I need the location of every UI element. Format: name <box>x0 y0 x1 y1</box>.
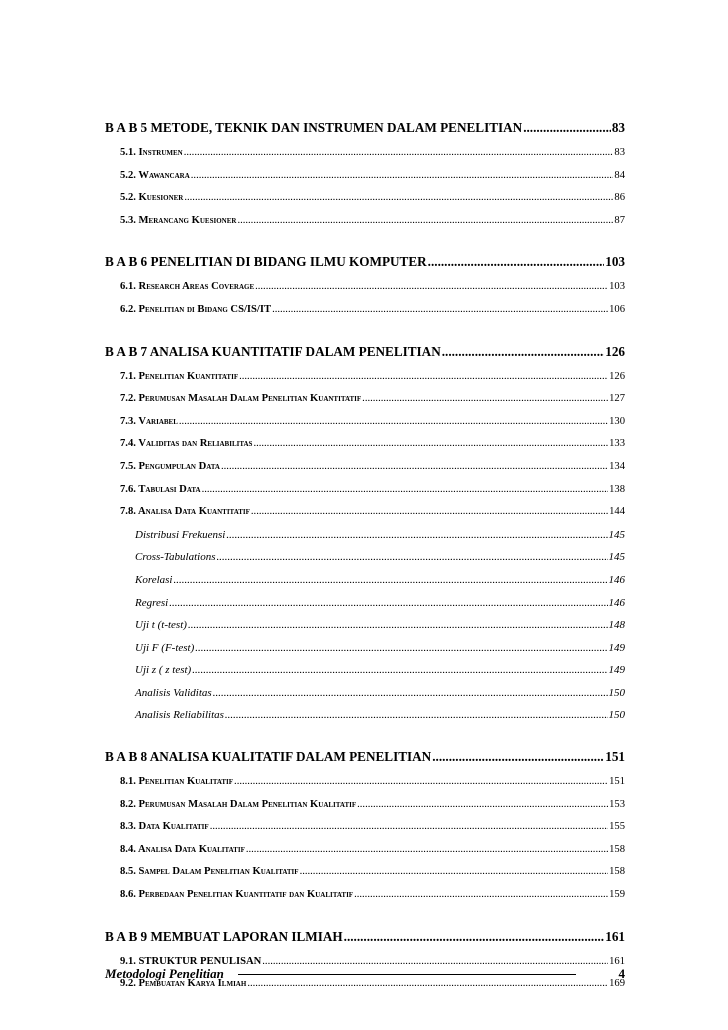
toc-page-number: 130 <box>609 415 625 427</box>
toc-page-number: 138 <box>609 483 625 495</box>
toc-page-number: 161 <box>609 955 625 967</box>
dot-leader <box>221 456 608 479</box>
dot-leader <box>217 546 608 569</box>
dot-leader <box>246 839 608 862</box>
toc-entry-title: B A B 5 METODE, TEKNIK DAN INSTRUMEN DALAM PENELITIAN <box>105 120 523 135</box>
toc-page-number: 103 <box>605 254 625 270</box>
toc-entry-title: 7.8. Analisa Data Kuantitatif <box>120 506 250 518</box>
toc-entry-title: 8.3. Data Kualitatif <box>120 821 209 833</box>
toc-page-number: 126 <box>605 343 625 359</box>
toc-entry-title: Uji z ( z test) <box>135 664 192 677</box>
toc-page-number: 86 <box>614 192 625 204</box>
toc-page-number: 126 <box>609 370 625 382</box>
dot-leader <box>344 923 605 951</box>
toc-section-entry[interactable] <box>105 433 625 456</box>
dot-leader <box>239 366 608 389</box>
dot-leader <box>192 659 607 682</box>
toc-entry-title: 6.2. Penelitian di Bidang CS/IS/IT <box>120 303 272 315</box>
toc-section-entry[interactable] <box>105 187 625 210</box>
dot-leader <box>184 187 613 210</box>
toc-entry-title: Uji F (F-test) <box>135 641 195 654</box>
toc-section-entry[interactable] <box>105 861 625 884</box>
dot-leader <box>174 569 608 592</box>
toc-section-entry[interactable] <box>105 839 625 862</box>
toc-entry-title: 7.1. Penelitian Kuantitatif <box>120 370 239 382</box>
toc-page-number: 145 <box>608 528 625 541</box>
page-number: 4 <box>618 966 625 981</box>
toc-page-number: 155 <box>609 821 625 833</box>
dot-leader <box>188 614 608 637</box>
toc-page-number: 83 <box>611 120 625 135</box>
toc-entry-title: 5.2. Wawancara <box>120 169 190 181</box>
toc-section-entry[interactable] <box>105 142 625 165</box>
toc-page-number: 148 <box>608 619 625 632</box>
dot-leader <box>195 637 607 660</box>
toc-section-entry[interactable] <box>105 299 625 322</box>
toc-subsection-entry[interactable] <box>105 569 625 592</box>
toc-page-number: 161 <box>605 928 625 944</box>
toc-subsection-entry[interactable] <box>105 592 625 615</box>
toc-entry-title: B A B 7 ANALISA KUANTITATIF DALAM PENELITIAN <box>105 343 441 359</box>
toc-page-number: 150 <box>608 686 625 699</box>
footer-rule <box>238 974 576 975</box>
dot-leader <box>191 165 614 188</box>
toc-section-entry[interactable] <box>105 456 625 479</box>
toc-page-number: 149 <box>608 641 625 654</box>
toc-entry-title: 9.2. Pembuatan Karya Ilmiah <box>120 978 247 990</box>
dot-leader <box>202 479 609 502</box>
toc-subsection-entry[interactable] <box>105 546 625 569</box>
dot-leader <box>210 816 608 839</box>
dot-leader <box>237 210 613 233</box>
toc-entry-title: 8.6. Perbedaan Penelitian Kuantitatif dan Kualitatif <box>120 889 354 901</box>
toc-entry-title: 5.3. Merancang Kuesioner <box>120 214 237 226</box>
dot-leader <box>184 142 614 165</box>
toc-section-entry[interactable] <box>105 794 625 817</box>
toc-page-number: 127 <box>609 393 625 405</box>
toc-chapter-entry[interactable] <box>105 338 625 366</box>
dot-leader <box>432 743 604 771</box>
toc-page-number: 153 <box>609 798 625 810</box>
toc-page-number: 151 <box>609 776 625 788</box>
toc-entry-title: Cross-Tabulations <box>135 551 216 564</box>
toc-page-number: 84 <box>614 169 625 181</box>
toc-page-number: 151 <box>605 749 625 765</box>
dot-leader <box>300 861 609 884</box>
toc-entry-title: B A B 6 PENELITIAN DI BIDANG ILMU KOMPUTER <box>105 254 427 270</box>
dot-leader <box>179 411 608 434</box>
toc-page-number: 106 <box>609 303 625 315</box>
dot-leader <box>226 524 607 547</box>
toc-entry-title: Analisis Validitas <box>135 686 212 699</box>
page-footer <box>105 962 625 986</box>
toc-subsection-entry[interactable] <box>105 704 625 727</box>
dot-leader <box>428 248 605 276</box>
toc-page-number: 103 <box>609 281 625 293</box>
toc-subsection-entry[interactable] <box>105 637 625 660</box>
toc-entry-title: B A B 8 ANALISA KUALITATIF DALAM PENELITIAN <box>105 749 432 765</box>
toc-entry-title: 7.4. Validitas dan Reliabilitas <box>120 438 253 450</box>
toc-subsection-entry[interactable] <box>105 524 625 547</box>
toc-chapter-entry[interactable] <box>105 248 625 276</box>
toc-section-entry[interactable] <box>105 366 625 389</box>
toc-page-number: 150 <box>608 709 625 722</box>
dot-leader <box>362 388 608 411</box>
toc-entry-title: 7.5. Pengumpulan Data <box>120 460 220 472</box>
dot-leader <box>213 682 608 705</box>
toc-entry-title: 5.1. Instrumen <box>120 147 183 158</box>
toc-subsection-entry[interactable] <box>105 659 625 682</box>
toc-entry-title: 7.3. Variabel <box>120 415 178 427</box>
toc-subsection-entry[interactable] <box>105 614 625 637</box>
toc-page-number: 149 <box>608 664 625 677</box>
toc-section-entry[interactable] <box>105 210 625 233</box>
dot-leader <box>253 433 608 456</box>
toc-page-number: 158 <box>609 866 625 878</box>
dot-leader <box>255 276 608 299</box>
toc-page-number: 144 <box>609 506 625 518</box>
toc-section-entry[interactable] <box>105 771 625 794</box>
dot-leader <box>523 114 611 142</box>
toc-page-number: 158 <box>609 843 625 855</box>
toc-page-number: 159 <box>609 889 625 901</box>
toc-section-entry[interactable] <box>105 884 625 907</box>
toc-section-entry[interactable] <box>105 388 625 411</box>
toc-entry-title: Regresi <box>135 596 169 609</box>
toc-chapter-entry[interactable] <box>105 743 625 771</box>
footer-title: Metodologi Penelitian <box>105 966 224 981</box>
toc-section-entry[interactable] <box>105 501 625 524</box>
table-of-contents <box>105 114 625 996</box>
dot-leader <box>272 299 608 322</box>
toc-page-number: 134 <box>609 460 625 472</box>
toc-section-entry[interactable] <box>105 816 625 839</box>
toc-chapter-entry[interactable] <box>105 114 625 142</box>
dot-leader <box>169 592 607 615</box>
toc-entry-title: 5.2. Kuesioner <box>120 192 184 204</box>
toc-entry-title: Uji t (t-test) <box>135 619 187 632</box>
toc-chapter-entry[interactable] <box>105 923 625 951</box>
toc-entry-title: 8.2. Perumusan Masalah Dalam Penelitian Kualitatif <box>120 798 357 810</box>
dot-leader <box>234 771 608 794</box>
toc-entry-title: 6.1. Research Areas Coverage <box>120 281 255 293</box>
toc-page-number: 145 <box>608 551 625 564</box>
toc-page-number: 146 <box>608 596 625 609</box>
dot-leader <box>357 794 608 817</box>
toc-page-number: 133 <box>609 438 625 450</box>
toc-entry-title: 8.5. Sampel Dalam Penelitian Kualitatif <box>120 866 299 878</box>
toc-page-number: 169 <box>609 978 625 990</box>
toc-entry-title: 8.1. Penelitian Kualitatif <box>120 776 234 788</box>
toc-entry-title: 7.6. Tabulasi Data <box>120 483 201 495</box>
toc-entry-title: Analisis Reliabilitas <box>135 709 224 722</box>
toc-entry-title: Distribusi Frekuensi <box>135 528 226 541</box>
dot-leader <box>225 704 608 727</box>
toc-entry-title: B A B 9 MEMBUAT LAPORAN ILMIAH <box>105 928 343 944</box>
dot-leader <box>354 884 608 907</box>
toc-subsection-entry[interactable] <box>105 682 625 705</box>
toc-page-number: 87 <box>614 214 625 226</box>
toc-entry-title: 7.2. Perumusan Masalah Dalam Penelitian Kuantitatif <box>120 393 362 405</box>
toc-page-number: 146 <box>608 573 625 586</box>
dot-leader <box>251 501 608 524</box>
toc-section-entry[interactable] <box>105 479 625 502</box>
toc-entry-title: Korelasi <box>135 573 173 586</box>
toc-page-number: 83 <box>614 147 625 158</box>
toc-section-entry[interactable] <box>105 276 625 299</box>
toc-section-entry[interactable] <box>105 411 625 434</box>
dot-leader <box>442 338 604 366</box>
toc-section-entry[interactable] <box>105 165 625 188</box>
toc-entry-title: 8.4. Analisa Data Kualitatif <box>120 843 245 855</box>
toc-entry-title: 9.1. STRUKTUR PENULISAN <box>120 955 262 967</box>
